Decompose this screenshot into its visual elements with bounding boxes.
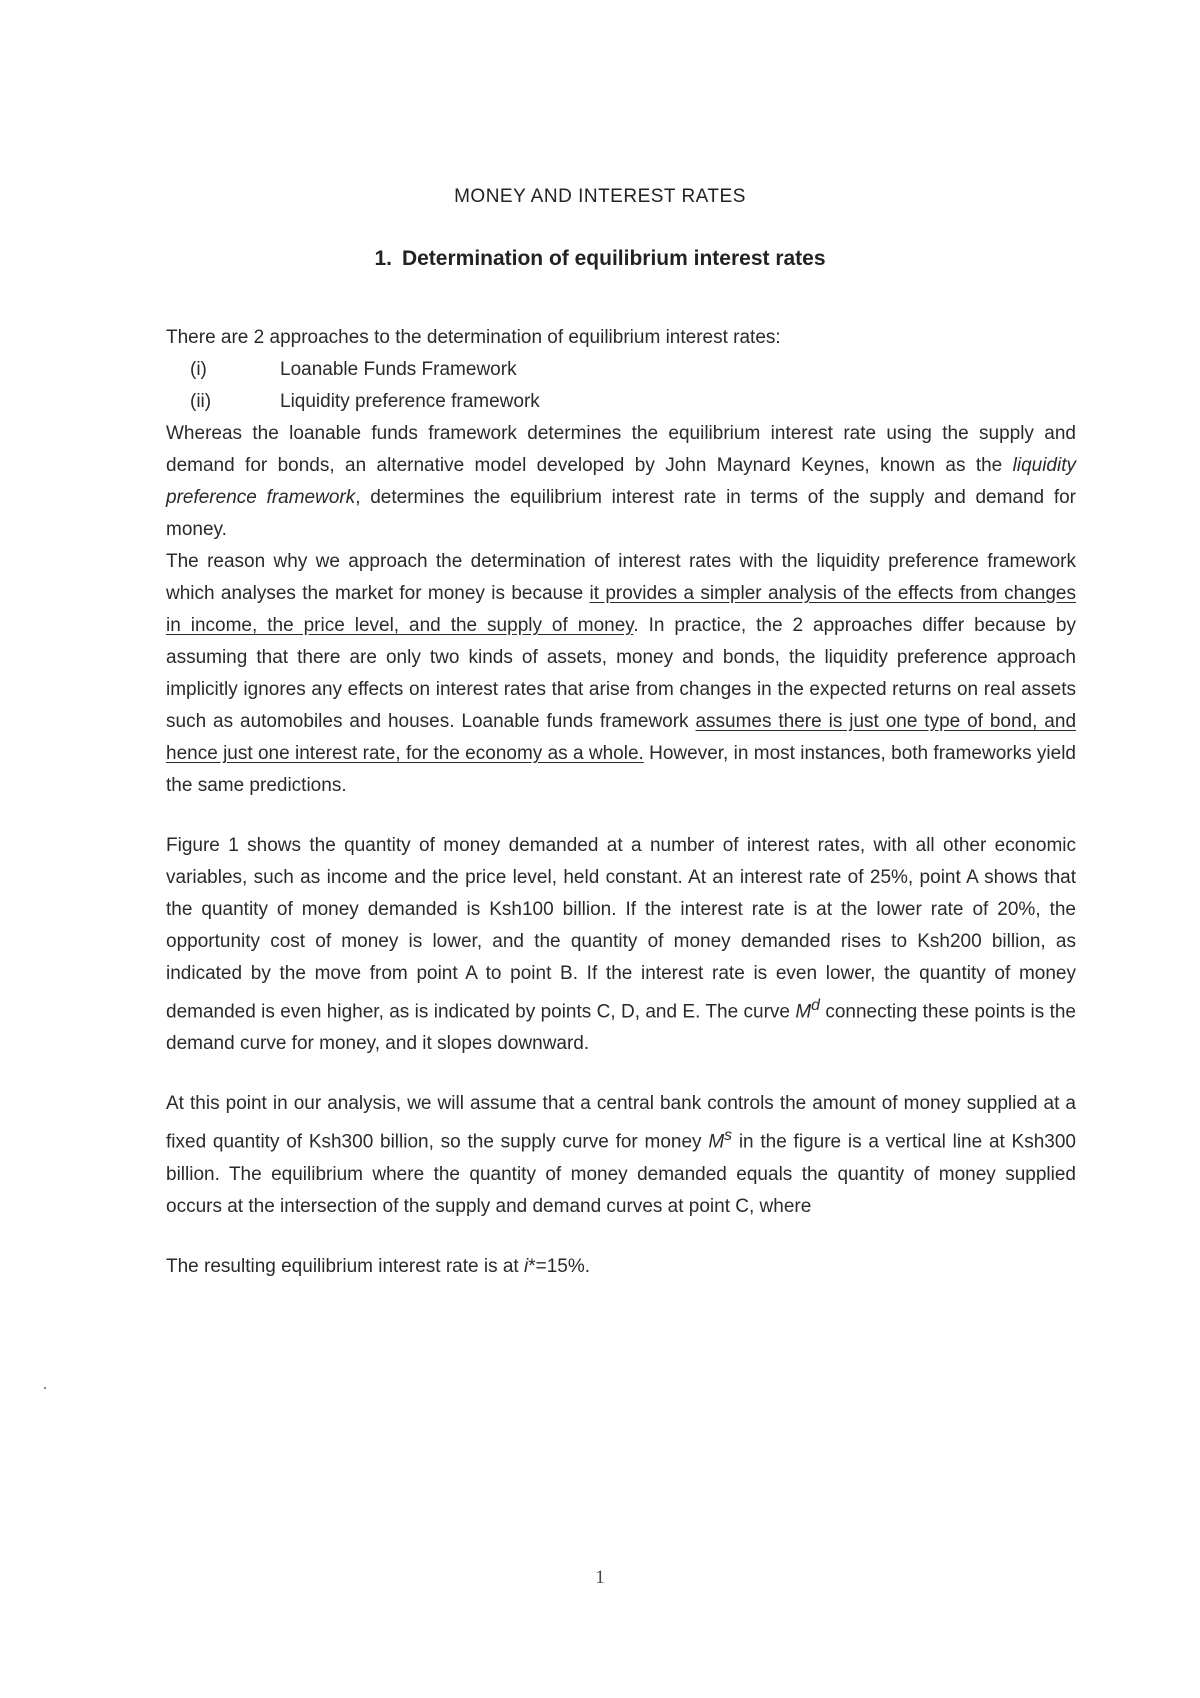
math-symbol: M: [708, 1131, 725, 1153]
document-body: [166, 322, 1076, 1283]
list-item: [190, 386, 1076, 418]
text-run: The resulting equilibrium interest rate is at: [166, 1255, 524, 1277]
paragraph-figure-description: [166, 830, 1076, 1060]
text-run: However, in most instances, both frameworks yield the same predictions.: [166, 743, 1076, 796]
underlined-text: assumes there is just one type of bond, and hence just one interest rate, for the economy as a whole.: [166, 711, 1077, 764]
document-title: MONEY AND INTEREST RATES: [454, 186, 746, 207]
section-title: Determination of equilibrium interest rates: [401, 247, 826, 270]
page-number: 1: [595, 1567, 605, 1588]
underlined-text: it provides a simpler analysis of the effects from changes in income, the price level, and the supply of money: [166, 583, 1076, 636]
text-run: *=15%.: [528, 1255, 591, 1277]
text-run: The reason why we approach the determination of interest rates with the liquidity preference framework which analyses the market for money is because: [166, 551, 1076, 604]
list-item-label: Loanable Funds Framework: [280, 359, 517, 380]
text-run: connecting these points is the demand curve for money, and it slopes downward.: [166, 1001, 1076, 1055]
list-item-number: (i): [190, 359, 207, 380]
paragraph-result: [166, 1251, 1076, 1283]
paragraph-frameworks: [166, 418, 1076, 546]
scan-speck: [44, 1387, 46, 1389]
math-superscript: d: [811, 997, 820, 1014]
paragraph-reason: [166, 546, 1076, 802]
math-symbol: i: [524, 1255, 529, 1277]
paragraph-money-supply: [166, 1088, 1076, 1222]
section-heading: [0, 247, 1200, 271]
emphasis-text: liquidity preference framework: [166, 455, 1076, 508]
list-item-label: Liquidity preference framework: [280, 391, 540, 412]
text-run: Whereas the loanable funds framework determines the equilibrium interest rate using the supply and demand for bonds, an alternative model developed by John Maynard Keynes, known as the: [166, 423, 1076, 476]
text-run: . In practice, the 2 approaches differ because by assuming that there are only two kinds of assets, money and bonds, the liquidity preference approach implicitly ignores any effects on interest rates that arise from changes in the expected returns on real assets such as automobiles and houses. Loanable funds framework: [166, 615, 1076, 732]
text-run: At this point in our analysis, we will assume that a central bank controls the amount of money supplied at a fixed quantity of Ksh300 billion, so the supply curve for money: [166, 1093, 1076, 1153]
section-number: 1.: [374, 247, 392, 270]
list-item: [190, 354, 1076, 386]
intro-paragraph: There are 2 approaches to the determination of equilibrium interest rates:: [166, 327, 781, 348]
approach-list: [166, 354, 1076, 418]
list-item-number: (ii): [190, 391, 212, 412]
math-symbol: M: [795, 1001, 812, 1023]
text-run: Figure 1 shows the quantity of money demanded at a number of interest rates, with all other economic variables, such as income and the price level, held constant. At an interest rate of 25%, point A shows that the quantity of money demanded is Ksh100 billion. If the interest rate is at the lower rate of 20%, the opportunity cost of money is lower, and the quantity of money demanded rises to Ksh200 billion, as indicated by the move from point A to point B. If the interest rate is even lower, the quantity of money demanded is even higher, as is indicated by points C, D, and E. The curve: [166, 835, 1076, 1023]
text-run: , determines the equilibrium interest rate in terms of the supply and demand for money.: [166, 487, 1077, 540]
text-run: in the figure is a vertical line at Ksh300 billion. The equilibrium where the quantity of money demanded equals the quantity of money supplied occurs at the intersection of the supply and demand curves at point C, where: [166, 1131, 1076, 1217]
math-superscript: s: [724, 1127, 733, 1145]
